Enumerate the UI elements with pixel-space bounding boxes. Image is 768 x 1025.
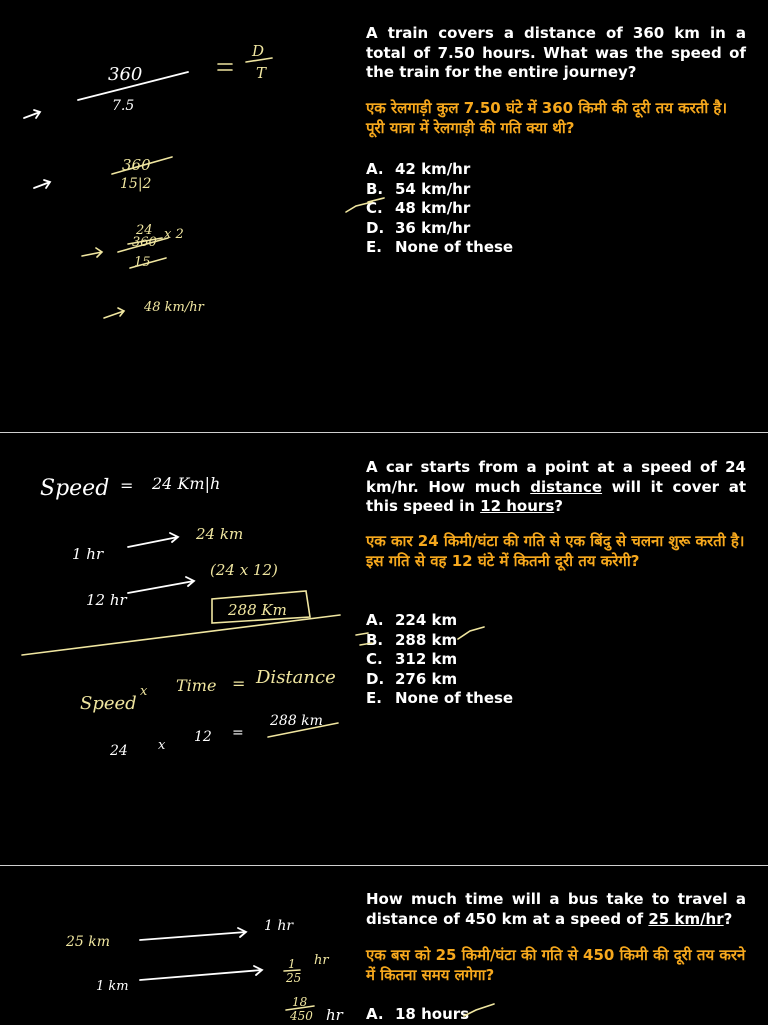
handwritten-work-1 <box>0 0 768 432</box>
question-text-english: A train covers a distance of 360 km in a total of 7.50 hours. What was the speed of the train for the entire journey? <box>366 24 746 81</box>
question-text-hindi: एक कार 24 किमी/घंटा की गति से एक बिंदु से चलना शुरू करती है। इस गति से वह 12 घंटे में कितनी दूरी तय करेगी? <box>366 532 745 570</box>
svg-text:15|2: 15|2 <box>120 176 152 192</box>
tick-icon <box>346 202 372 212</box>
svg-text:Distance: Distance <box>256 667 336 688</box>
svg-text:360: 360 <box>122 156 151 174</box>
svg-text:360: 360 <box>132 235 157 250</box>
option-c[interactable]: C. 48 km/hr <box>366 199 471 217</box>
option-b[interactable]: B. 288 km <box>366 630 458 649</box>
question-panel-1 <box>0 0 768 432</box>
question-panel-3 <box>0 866 768 1024</box>
option-d[interactable]: D. 276 km <box>366 669 458 688</box>
arrow-icon <box>140 928 246 940</box>
svg-text:12 hr: 12 hr <box>86 591 127 609</box>
svg-text:24 Km|h: 24 Km|h <box>152 474 221 493</box>
arrow-icon <box>128 533 178 547</box>
option-e[interactable]: E. None of these <box>366 238 514 256</box>
svg-text:hr: hr <box>326 1006 343 1024</box>
tick-icon <box>356 627 484 639</box>
rhs-num: D <box>252 42 265 60</box>
svg-text:24: 24 <box>136 223 153 238</box>
svg-text:18: 18 <box>292 995 308 1009</box>
arrow-icon <box>128 577 194 593</box>
svg-text:=: = <box>232 725 244 741</box>
handwritten-work-3 <box>0 866 768 1024</box>
equals-sign <box>218 64 232 70</box>
option-c[interactable]: C. 312 km <box>366 650 458 668</box>
svg-text:450: 450 <box>290 1009 313 1023</box>
tick-icon <box>464 1004 494 1016</box>
svg-text:x: x <box>158 738 166 753</box>
option-a[interactable]: A. 224 km <box>366 611 458 629</box>
rhs-den: T <box>256 64 267 82</box>
arrow-icon <box>24 110 40 118</box>
work-answer: 48 km/hr <box>144 300 204 315</box>
arrow-icon <box>34 180 50 188</box>
arrow-icon <box>140 966 262 980</box>
svg-text:288 Km: 288 Km <box>228 601 287 619</box>
work-num: 360 <box>108 64 143 85</box>
svg-text:=: = <box>232 674 246 693</box>
question-text-english: A car starts from a point at a speed of 24 km/hr. How much distance will it cover at this speed in 12 hours? <box>366 458 746 515</box>
question-text-hindi: एक बस को 25 किमी/घंटा की गति से 450 किमी की दूरी तय करने में कितना समय लगेगा? <box>366 946 746 984</box>
option-d[interactable]: D. 36 km/hr <box>366 218 471 237</box>
svg-text:12: 12 <box>194 729 212 745</box>
svg-text:1 km: 1 km <box>96 979 129 994</box>
question-panel-2 <box>0 433 768 865</box>
svg-text:Speed: Speed <box>80 693 137 714</box>
svg-text:Speed: Speed <box>40 476 110 501</box>
svg-text:15: 15 <box>134 255 151 270</box>
svg-text:25 km: 25 km <box>66 934 111 950</box>
svg-text:x: x <box>140 684 148 699</box>
svg-text:24: 24 <box>110 743 128 759</box>
svg-text:24 km: 24 km <box>196 525 244 543</box>
svg-text:x 2: x 2 <box>164 227 184 242</box>
svg-text:Time: Time <box>176 676 217 695</box>
svg-text:1: 1 <box>288 957 296 971</box>
svg-text:hr: hr <box>314 953 329 968</box>
svg-text:1 hr: 1 hr <box>72 545 104 563</box>
option-b[interactable]: B. 54 km/hr <box>366 179 471 198</box>
question-text-hindi: एक रेलगाड़ी कुल 7.50 घंटे में 360 किमी की दूरी तय करती है। पूरी यात्रा में रेलगाड़ी की गति क्या थी? <box>366 99 728 137</box>
option-e[interactable]: E. None of these <box>366 689 514 707</box>
handwritten-work-2 <box>0 433 768 865</box>
option-a[interactable]: A. 42 km/hr <box>366 160 471 178</box>
arrow-icon <box>82 248 102 257</box>
arrow-icon <box>104 308 124 318</box>
svg-text:(24 x 12): (24 x 12) <box>210 561 278 579</box>
svg-text:=: = <box>120 476 134 495</box>
work-den: 7.5 <box>112 98 135 114</box>
option-a[interactable]: A. 18 hours <box>366 1005 470 1023</box>
svg-text:1 hr: 1 hr <box>264 918 294 934</box>
svg-text:288 km: 288 km <box>270 713 323 729</box>
question-text-english: How much time will a bus take to travel a distance of 450 km at a speed of 25 km/hr? <box>366 890 746 928</box>
svg-text:25: 25 <box>286 971 302 985</box>
